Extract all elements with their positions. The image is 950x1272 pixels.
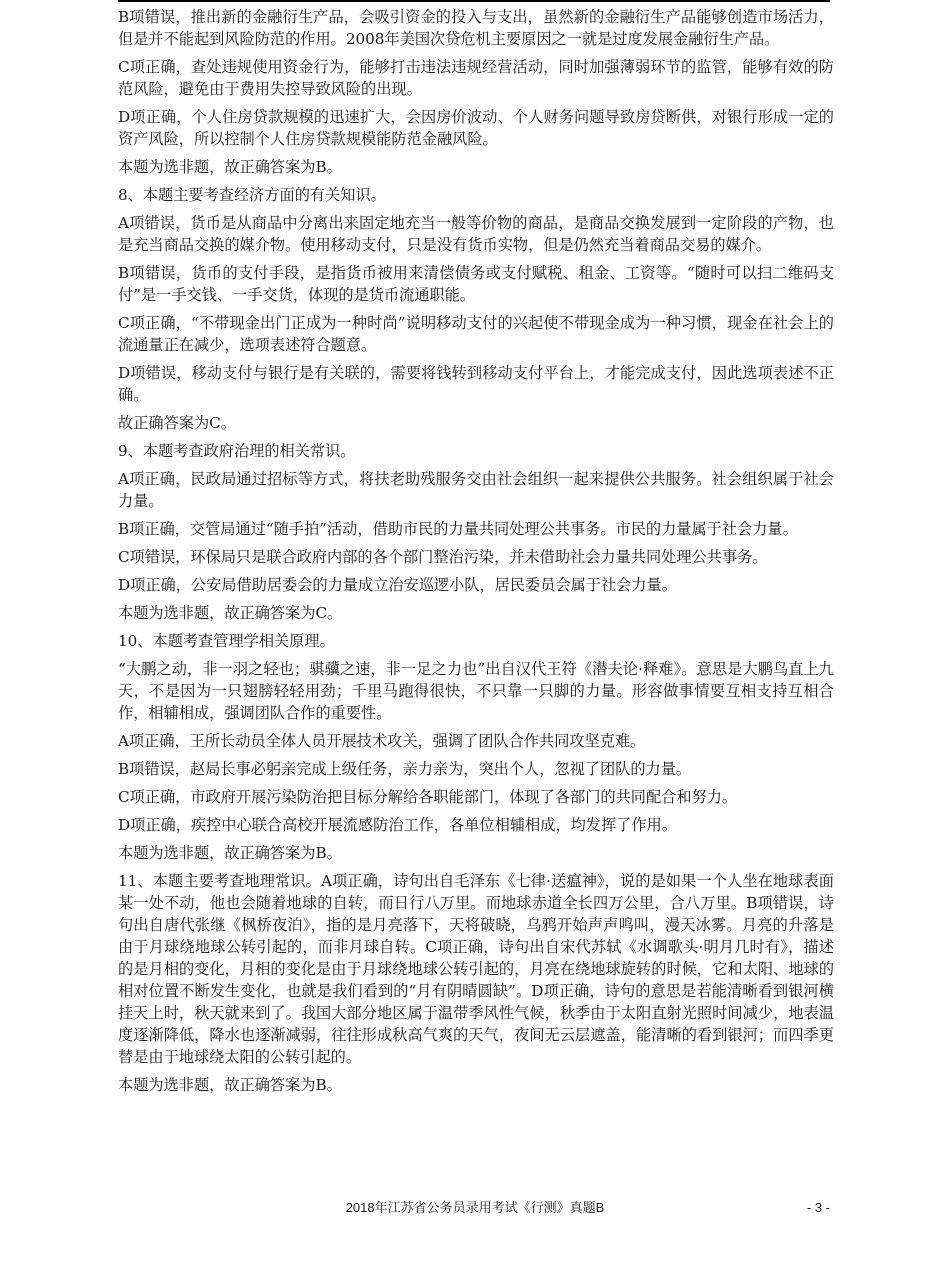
answer-paragraph: D项正确，个人住房贷款规模的迅速扩大，会因房价波动、个人财务问题导致房贷断供，对银行形成一定的资产风险，所以控制个人住房贷款规模能防范金融风险。 — [118, 108, 834, 148]
header-rule — [118, 0, 830, 2]
answer-paragraph: A项错误，货币是从商品中分离出来固定地充当一般等价物的商品，是商品交换发展到一定阶段的产物，也是充当商品交换的媒介物。使用移动支付，只是没有货币实物，但是仍然充当着商品交易的媒介。 — [118, 214, 834, 254]
question-heading: 8、本题主要考查经济方面的有关知识。 — [118, 186, 386, 204]
answer-conclusion: 本题为选非题，故正确答案为C。 — [118, 604, 343, 622]
answer-conclusion: 本题为选非题，故正确答案为B。 — [118, 158, 342, 176]
answer-paragraph: A项正确，王所长动员全体人员开展技术攻关，强调了团队合作共同攻坚克难。 — [118, 732, 646, 750]
answer-paragraph: C项正确，“不带现金出门正成为一种时尚”说明移动支付的兴起使不带现金成为一种习惯，现金在社会上的流通量正在减少，选项表述符合题意。 — [118, 314, 834, 354]
page-footer — [0, 1197, 950, 1219]
answer-paragraph: B项错误，赵局长事必躬亲完成上级任务，亲力亲为，突出个人，忽视了团队的力量。 — [118, 760, 692, 778]
answer-paragraph: “大鹏之动，非一羽之轻也；骐骥之速，非一足之力也”出自汉代王符《潜夫论·释难》。意思是大鹏鸟直上九天，不是因为一只翅膀轻轻用劲；千里马跑得很快，不只靠一只脚的力量。形容做事情要互相支持互相合作，相辅相成，强调团队合作的重要性。 — [118, 660, 834, 722]
answer-paragraph: D项错误，移动支付与银行是有关联的，需要将钱转到移动支付平台上，才能完成支付，因此选项表述不正确。 — [118, 364, 834, 404]
document-body — [118, 6, 834, 1102]
page-number: - 3 - — [806, 1200, 830, 1215]
question-heading: 9、本题考查政府治理的相关常识。 — [118, 442, 356, 460]
answer-paragraph: D项正确，疾控中心联合高校开展流感防治工作，各单位相辅相成，均发挥了作用。 — [118, 816, 677, 834]
question-heading: 10、本题考查管理学相关原理。 — [118, 632, 335, 650]
question-paragraph: 11、本题主要考查地理常识。A项正确，诗句出自毛泽东《七律·送瘟神》，说的是如果一个人坐在地球表面某一处不动，他也会随着地球的自转，而日行八万里。而地球赤道全长四万公里，合八万里。B项错误，诗句出自唐代张继《枫桥夜泊》，指的是月亮落下，天将破晓，乌鸦开始声声鸣叫，漫天冰雾。月亮的升落是由于月球绕地球公转引起的，而非月球自转。C项正确，诗句出自宋代苏轼《水调歌头·明月几时有》，描述的是月相的变化，月相的变化是由于月球绕地球公转引起的，月亮在绕地球旋转的时候，它和太阳、地球的相对位置不断发生变化，也就是我们看到的“月有阴晴圆缺”。D项正确，诗句的意思是若能清晰看到银河横挂天上时，秋天就来到了。我国大部分地区属于温带季风性气候，秋季由于太阳直射光照时间减少，地表温度逐渐降低，降水也逐渐减弱，往往形成秋高气爽的天气，夜间无云层遮盖，能清晰的看到银河；而四季更替是由于地球绕太阳的公转引起的。 — [118, 872, 834, 1066]
answer-paragraph: D项正确，公安局借助居委会的力量成立治安巡逻小队，居民委员会属于社会力量。 — [118, 576, 677, 594]
answer-paragraph: B项错误，推出新的金融衍生产品，会吸引资金的投入与支出，虽然新的金融衍生产品能够创造市场活力，但是并不能起到风险防范的作用。2008年美国次贷危机主要原因之一就是过度发展金融衍生产品。 — [118, 8, 834, 48]
answer-paragraph: C项正确，查处违规使用资金行为，能够打击违法违规经营活动，同时加强薄弱环节的监管，能够有效的防范风险，避免由于费用失控导致风险的出现。 — [118, 58, 834, 98]
answer-paragraph: A项正确，民政局通过招标等方式，将扶老助残服务交由社会组织一起来提供公共服务。社会组织属于社会力量。 — [118, 470, 834, 510]
answer-conclusion: 故正确答案为C。 — [118, 414, 236, 432]
answer-conclusion: 本题为选非题，故正确答案为B。 — [118, 844, 342, 862]
answer-paragraph: B项错误，货币的支付手段，是指货币被用来清偿债务或支付赋税、租金、工资等。“随时可以扫二维码支付”是一手交钱、一手交货，体现的是货币流通职能。 — [118, 264, 834, 304]
answer-paragraph: B项正确，交管局通过“随手拍”活动，借助市民的力量共同处理公共事务。市民的力量属于社会力量。 — [118, 520, 798, 538]
answer-paragraph: C项错误，环保局只是联合政府内部的各个部门整治污染，并未借助社会力量共同处理公共事务。 — [118, 548, 768, 566]
answer-conclusion: 本题为选非题，故正确答案为B。 — [118, 1076, 342, 1094]
footer-title: 2018年江苏省公务员录用考试《行测》真题B — [345, 1200, 605, 1215]
answer-paragraph: C项正确，市政府开展污染防治把目标分解给各职能部门，体现了各部门的共同配合和努力。 — [118, 788, 738, 806]
